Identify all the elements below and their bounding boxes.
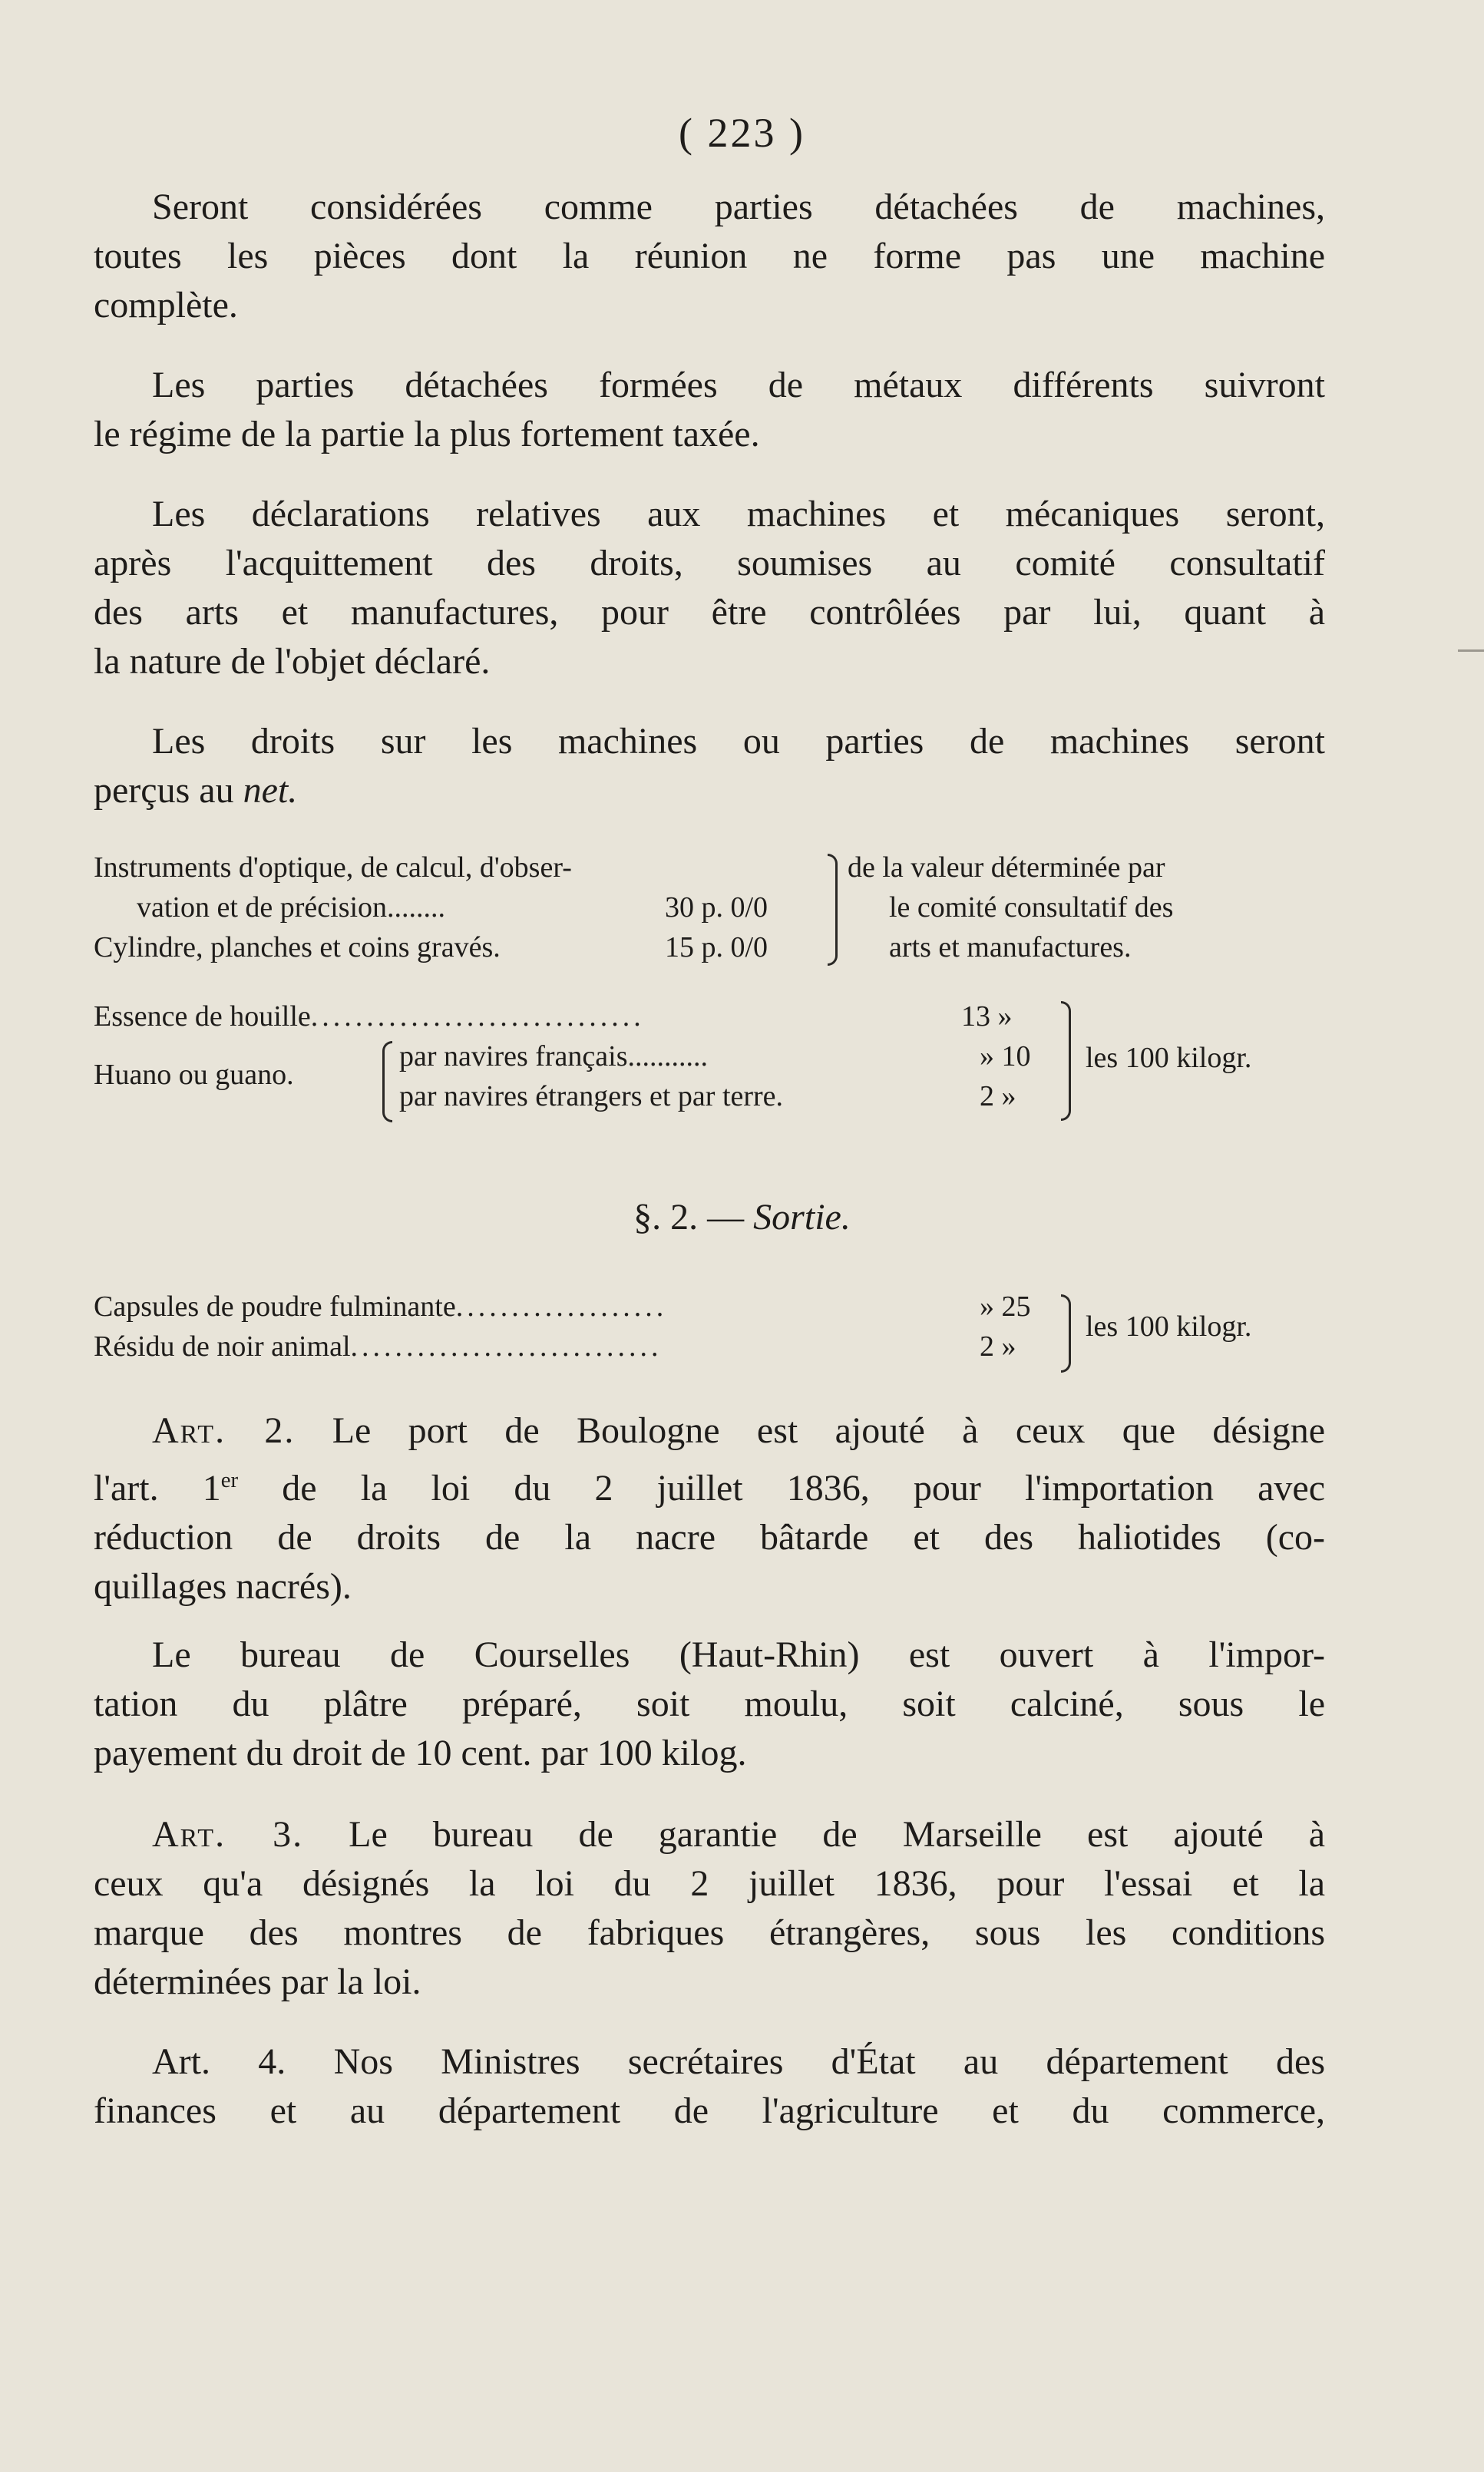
text-line: Le bureau de Courselles (Haut-Rhin) est ouvert à l'impor-	[152, 1634, 1325, 1675]
table-row-cylindre: Cylindre, planches et coins gravés.	[94, 931, 501, 963]
table-row-capsules	[94, 1287, 667, 1327]
leader-dots: ..............................	[310, 1000, 645, 1033]
text-line: marque des montres de fabriques étrangères, sous les conditions	[94, 1912, 1325, 1953]
section-title: Sortie.	[753, 1197, 851, 1238]
text-line: réduction de droits de la nacre bâtarde et des haliotides (co-	[94, 1517, 1325, 1558]
item-label: Essence de houille	[94, 1000, 311, 1033]
text-line: Les déclarations relatives aux machines et mécaniques seront,	[152, 494, 1325, 534]
article-label: Art. 2.	[152, 1410, 296, 1451]
text-line	[94, 766, 1325, 815]
brace-left	[382, 1041, 392, 1122]
brace-right	[1061, 1001, 1071, 1121]
net-italic: net.	[243, 770, 298, 811]
value-huano-francais: » 10	[980, 1040, 1031, 1072]
text-line: toutes les pièces dont la réunion ne forme pas une machine	[94, 236, 1325, 276]
article-label: Art. 4.	[152, 2041, 286, 2082]
table-row-instruments: Instruments d'optique, de calcul, d'obser-	[94, 851, 572, 884]
article-2	[94, 1406, 1325, 1611]
text-line: finances et au département de l'agriculture et du commerce,	[94, 2090, 1325, 2131]
note-line: arts et manufactures.	[889, 931, 1132, 963]
leader-dots: ............................	[350, 1330, 663, 1363]
text-line: ceux qu'a désignés la loi du 2 juillet 1836, pour l'essai et la	[94, 1863, 1325, 1904]
text-line: quillages nacrés).	[94, 1566, 352, 1607]
text-line	[94, 2037, 1325, 2087]
item-label: Résidu de noir animal	[94, 1330, 351, 1363]
table-row-essence	[94, 996, 645, 1036]
table-row-huano-francais: par navires français...........	[399, 1040, 709, 1072]
huano-label: Huano ou guano.	[94, 1059, 294, 1091]
paragraph-courselles	[94, 1631, 1325, 1778]
brace-right	[1061, 1294, 1071, 1373]
value-essence: 13 »	[961, 1000, 1013, 1033]
text-line	[94, 1810, 1325, 1859]
text-line: complète.	[94, 285, 238, 326]
brace-right	[828, 854, 838, 966]
paragraph-declarations	[94, 490, 1325, 686]
text-fragment: de la loi du 2 juillet 1836, pour l'importation avec	[282, 1468, 1326, 1509]
value-huano-etrangers: 2 »	[980, 1080, 1016, 1112]
value-capsules: » 25	[980, 1291, 1031, 1323]
superscript: er	[220, 1468, 239, 1492]
table-row-huano-etrangers: par navires étrangers et par terre.	[399, 1080, 784, 1112]
text-fragment: perçus au	[94, 770, 234, 811]
table-row-precision: vation et de précision........	[137, 891, 446, 924]
rate-cylindre: 15 p. 0/0	[665, 931, 768, 963]
table-row-residu	[94, 1327, 663, 1367]
leader-dots: ...................	[455, 1291, 668, 1323]
section-heading	[0, 1196, 1484, 1238]
value-residu: 2 »	[980, 1330, 1016, 1363]
paragraph-metal-parts	[94, 361, 1325, 459]
text-line: Seront considérées comme parties détachées de machines,	[152, 187, 1325, 227]
article-3	[94, 1810, 1325, 2007]
text-line: payement du droit de 10 cent. par 100 kilog.	[94, 1733, 747, 1773]
unit-label: les 100 kilogr.	[1086, 1310, 1252, 1343]
text-line: après l'acquittement des droits, soumises au comité consultatif	[94, 543, 1325, 583]
paragraph-machines-parts	[94, 183, 1325, 330]
note-line: le comité consultatif des	[889, 891, 1174, 924]
text-line	[94, 1456, 1325, 1513]
text-line: tation du plâtre préparé, soit moulu, soit calciné, sous le	[94, 1684, 1325, 1724]
text-fragment: Nos Ministres secrétaires d'État au département des	[333, 2041, 1325, 2082]
rate-precision: 30 p. 0/0	[665, 891, 768, 924]
text-line: Les parties détachées formées de métaux différents suivront	[152, 365, 1325, 405]
text-fragment: l'art. 1	[94, 1468, 221, 1509]
text-fragment: Le port de Boulogne est ajouté à ceux que désigne	[332, 1410, 1326, 1451]
paragraph-droits-net	[94, 717, 1325, 815]
unit-label: les 100 kilogr.	[1086, 1042, 1252, 1074]
article-4	[94, 2037, 1325, 2136]
text-line	[94, 1406, 1325, 1456]
section-prefix: §. 2. —	[633, 1197, 745, 1238]
article-label: Art. 3.	[152, 1814, 304, 1855]
item-label: Capsules de poudre fulminante	[94, 1291, 456, 1323]
note-line: de la valeur déterminée par	[848, 851, 1165, 884]
text-fragment: Le bureau de garantie de Marseille est ajouté à	[349, 1814, 1326, 1855]
text-line: le régime de la partie la plus fortement taxée.	[94, 414, 760, 454]
page-number: ( 223 )	[679, 110, 805, 156]
text-line: déterminées par la loi.	[94, 1961, 421, 2002]
text-line: Les droits sur les machines ou parties de machines seront	[152, 721, 1325, 762]
text-line: la nature de l'objet déclaré.	[94, 641, 491, 682]
text-line: des arts et manufactures, pour être contrôlées par lui, quant à	[94, 592, 1325, 633]
page-edge-mark	[1458, 649, 1484, 652]
